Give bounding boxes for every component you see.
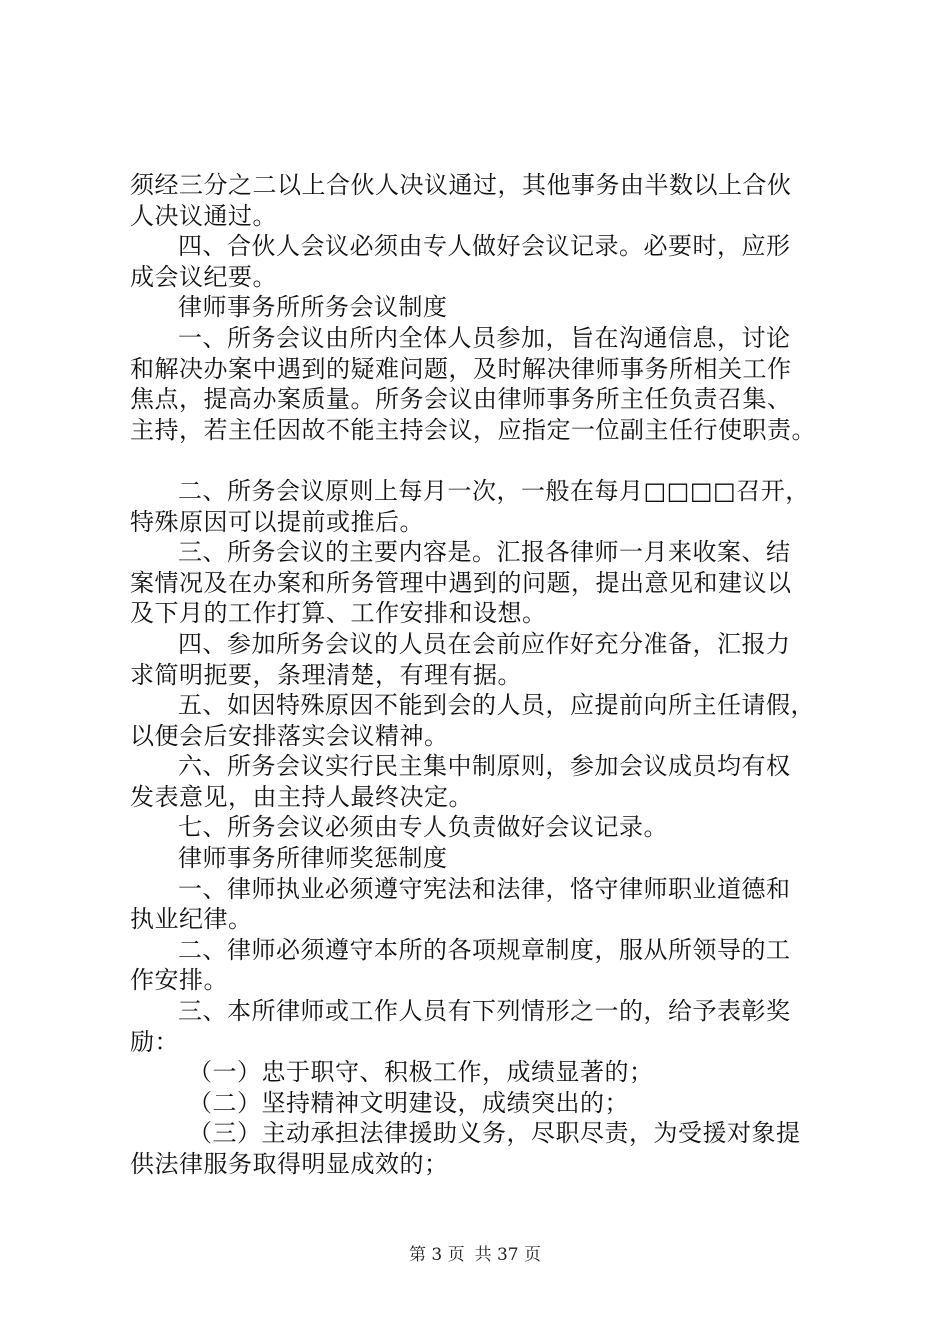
text-line: 发表意见，由主持人最终决定。 — [130, 782, 473, 811]
text-line: 六、所务会议实行民主集中制原则，参加会议成员均有权 — [178, 752, 791, 781]
text-line: 须经三分之二以上合伙人决议通过，其他事务由半数以上合伙 — [130, 171, 792, 199]
text-line: 三、本所律师或工作人员有下列情形之一的，给予表彰奖 — [178, 997, 791, 1026]
text-line: 二、所务会议原则上每月一次，一般在每月□□□□召开， — [178, 476, 810, 505]
page-total: 共 37 页 — [474, 1245, 542, 1265]
page-footer — [0, 1240, 950, 1265]
text-line: 主持，若主任因故不能主持会议，应指定一位副主任行使职责。 — [130, 415, 816, 444]
text-line: 七、所务会议必须由专人负责做好会议记录。 — [178, 813, 668, 842]
text-line: 和解决办案中遇到的疑难问题，及时解决律师事务所相关工作 — [130, 354, 792, 383]
text-line: 焦点，提高办案质量。所务会议由律师事务所主任负责召集、 — [130, 385, 792, 414]
text-line: 供法律服务取得明显成效的； — [130, 1150, 449, 1178]
text-line: 二、律师必须遵守本所的各项规章制度，服从所领导的工 — [178, 935, 791, 964]
text-line: 人决议通过。 — [130, 201, 277, 230]
text-line: 律师事务所律师奖惩制度 — [178, 844, 448, 873]
text-line: 成会议纪要。 — [130, 262, 277, 291]
text-line: 励： — [130, 1027, 179, 1056]
text-line: 以便会后安排落实会议精神。 — [130, 721, 449, 750]
text-line: 特殊原因可以提前或推后。 — [130, 507, 424, 536]
blank-line — [130, 445, 840, 476]
text-line: （三）主动承担法律援助义务，尽职尽责，为受援对象提 — [188, 1119, 801, 1148]
text-line: （二）坚持精神文明建设，成绩突出的； — [188, 1088, 629, 1117]
text-line: 求简明扼要，条理清楚，有理有据。 — [130, 660, 522, 689]
text-line: 五、如因特殊原因不能到会的人员，应提前向所主任请假， — [178, 691, 815, 720]
text-line: 案情况及在办案和所务管理中遇到的问题，提出意见和建议以 — [130, 568, 792, 597]
text-line: 四、合伙人会议必须由专人做好会议记录。必要时，应形 — [178, 232, 791, 261]
text-line: 律师事务所所务会议制度 — [178, 293, 448, 322]
text-line: 三、所务会议的主要内容是。汇报各律师一月来收案、结 — [178, 538, 791, 567]
text-line: 一、所务会议由所内全体人员参加，旨在沟通信息，讨论 — [178, 323, 791, 352]
text-line: 执业纪律。 — [130, 905, 253, 934]
text-line: 及下月的工作打算、工作安排和设想。 — [130, 599, 547, 628]
text-line: 一、律师执业必须遵守宪法和法律，恪守律师职业道德和 — [178, 874, 791, 903]
text-line: 四、参加所务会议的人员在会前应作好充分准备，汇报力 — [178, 629, 791, 658]
text-line: （一）忠于职守、积极工作，成绩显著的； — [188, 1058, 654, 1087]
text-line: 作安排。 — [130, 966, 228, 995]
page-number: 第 3 页 — [408, 1245, 465, 1265]
document-body — [130, 170, 840, 1180]
